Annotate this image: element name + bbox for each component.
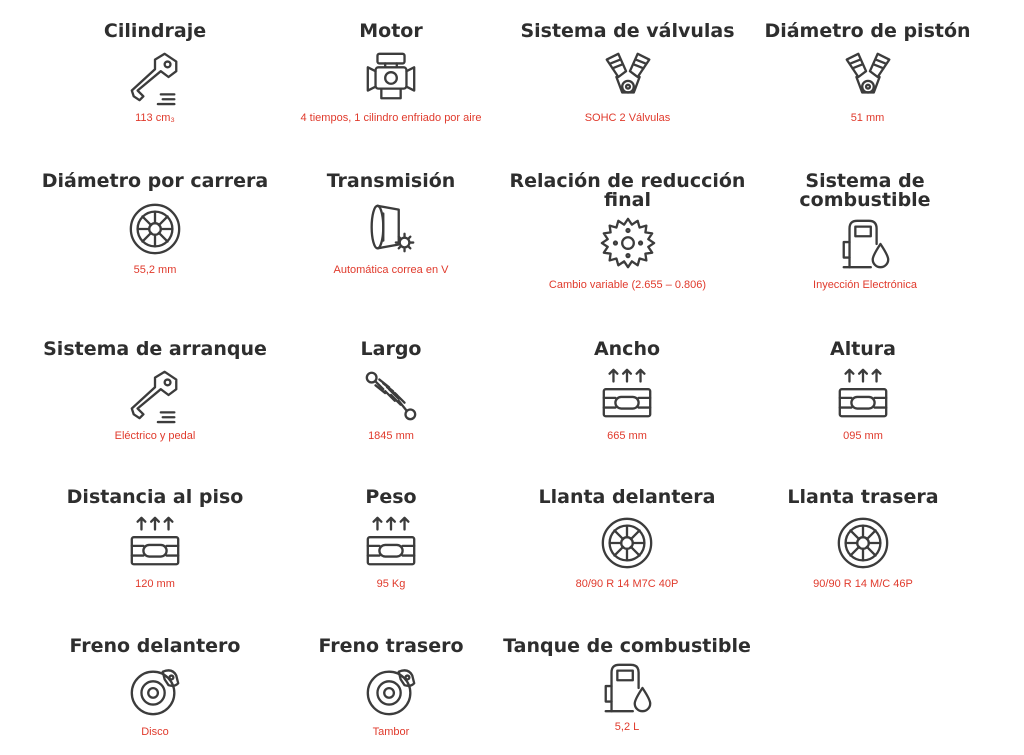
spec-transmision (286, 172, 496, 277)
spec-diametro-carrera (40, 172, 270, 277)
spec-value: 55,2 mm (133, 264, 177, 276)
spec-title: Diámetro por carrera (41, 170, 269, 192)
spec-value: Tambor (372, 726, 410, 738)
v-engine-icon (598, 47, 658, 107)
spec-title: Tanque de combustible (503, 635, 751, 657)
spec-freno-trasero (291, 637, 491, 739)
spec-ancho (527, 340, 727, 443)
spec-tanque-combustible (502, 637, 752, 734)
dimension-icon (125, 513, 185, 573)
spec-value: Cambio variable (2.655 – 0.806) (548, 279, 707, 291)
spec-value: 113 cm₃ (135, 112, 175, 124)
spec-value: 095 mm (843, 430, 883, 442)
spec-distancia-piso (45, 488, 265, 591)
spec-title: Llanta delantera (538, 486, 716, 508)
key-icon (125, 47, 185, 107)
spec-title: Distancia al piso (66, 486, 244, 508)
spec-sistema-combustible (765, 172, 965, 292)
sprocket-icon (598, 214, 658, 274)
spec-value: 95 Kg (376, 578, 406, 590)
spec-value: 80/90 R 14 M7C 40P (575, 578, 679, 590)
spec-sistema-arranque (40, 340, 270, 443)
dimension-icon (597, 365, 657, 425)
key-icon (125, 365, 185, 425)
dimension-icon (361, 513, 421, 573)
engine-icon (361, 47, 421, 107)
spec-value: Inyección Electrónica (813, 279, 917, 291)
spec-title: Ancho (593, 338, 661, 360)
spec-altura (763, 340, 963, 443)
dimension-icon (833, 365, 893, 425)
spec-title: Sistema de combustible (799, 170, 931, 211)
spec-title: Diámetro de pistón (764, 20, 971, 42)
spec-value: 5,2 L (614, 721, 640, 733)
spec-value: 1845 mm (368, 430, 414, 442)
disc-brake-icon (125, 661, 185, 721)
spec-largo (291, 340, 491, 443)
spec-cilindraje (55, 22, 255, 125)
spec-title: Freno delantero (69, 635, 241, 657)
spec-title: Transmisión (326, 170, 456, 192)
shock-absorber-icon (361, 365, 421, 425)
spec-title: Llanta trasera (787, 486, 939, 508)
spec-value: 120 mm (135, 578, 175, 590)
v-engine-icon (838, 47, 898, 107)
spec-value: 4 tiempos, 1 cilindro enfriado por aire (300, 112, 482, 124)
spec-title: Motor (359, 20, 423, 42)
spec-freno-delantero (55, 637, 255, 739)
spec-title: Relación de reducción final (509, 170, 746, 211)
wheel-icon (597, 513, 657, 573)
spec-value: 665 mm (607, 430, 647, 442)
spec-value: 51 mm (850, 112, 885, 124)
spec-value: SOHC 2 Válvulas (584, 112, 671, 124)
spec-llanta-trasera (763, 488, 963, 591)
spec-title: Cilindraje (103, 20, 207, 42)
wheel-icon (833, 513, 893, 573)
spec-title: Largo (360, 338, 422, 360)
spec-motor (276, 22, 506, 125)
wheel-icon (125, 199, 185, 259)
spec-title: Sistema de válvulas (520, 20, 735, 42)
fuel-pump-icon (835, 214, 895, 274)
spec-diametro-piston (755, 22, 980, 125)
transmission-icon (361, 199, 421, 259)
spec-value: Automática correa en V (333, 264, 449, 276)
spec-sistema-valvulas (515, 22, 740, 125)
spec-title: Freno trasero (318, 635, 464, 657)
spec-title: Altura (829, 338, 897, 360)
spec-relacion-reduccion (505, 172, 750, 292)
disc-brake-icon (361, 661, 421, 721)
fuel-pump-icon (597, 658, 657, 718)
spec-llanta-delantera (527, 488, 727, 591)
spec-value: 90/90 R 14 M/C 46P (813, 578, 913, 590)
spec-value: Disco (141, 726, 169, 738)
spec-title: Peso (365, 486, 417, 508)
spec-title: Sistema de arranque (43, 338, 267, 360)
spec-peso (291, 488, 491, 591)
spec-value: Eléctrico y pedal (114, 430, 196, 442)
